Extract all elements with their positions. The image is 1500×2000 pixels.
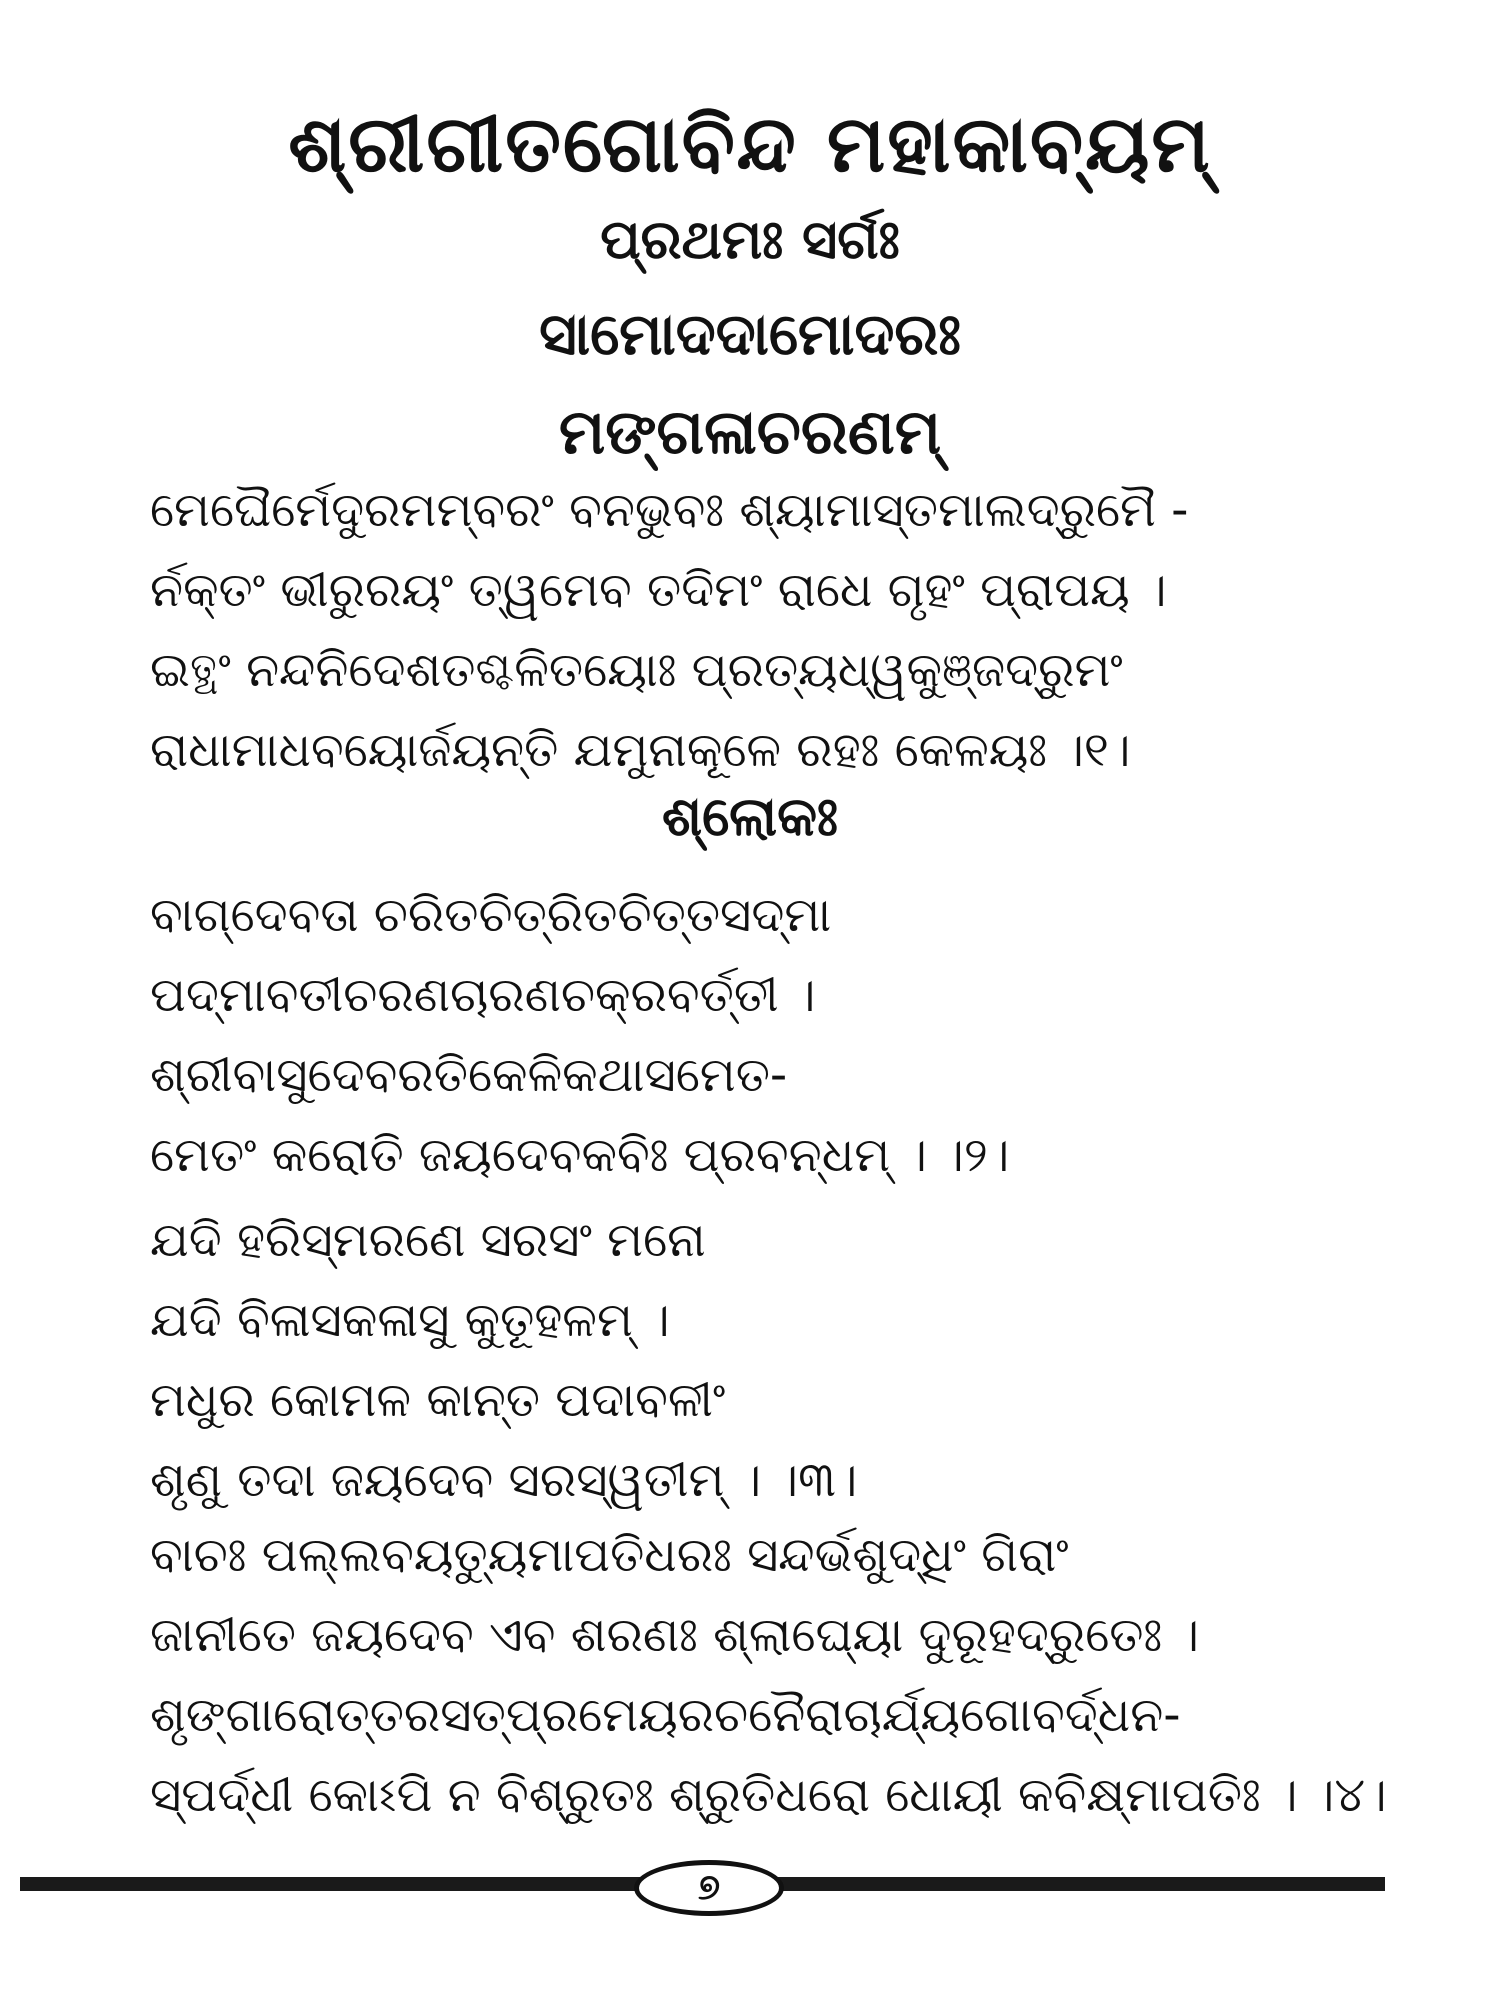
section-heading: ମଙ୍ଗଳାଚରଣମ୍ xyxy=(558,395,942,468)
verse-3 xyxy=(150,1200,1410,1520)
verse-line: ମେତଂ କରୋତି ଜୟଦେବକବିଃ ପ୍ରବନ୍ଧମ୍ । ।୨। xyxy=(150,1127,1010,1183)
verse-line: ଶୃଣୁ ତଦା ଜୟଦେବ ସରସ୍ୱତୀମ୍ । ।୩। xyxy=(150,1452,858,1508)
verse-line: ପଦ୍ମାବତୀଚରଣଚାରଣଚକ୍ରବର୍ତ୍ତୀ । xyxy=(150,967,816,1023)
verse-line: ଇତ୍ଥଂ ନନ୍ଦନିଦେଶତଶ୍ଚଳିତୟୋଃ ପ୍ରତ୍ୟଧ୍ୱକୁଞ୍ଜଦ୍ରୁମଂ xyxy=(150,642,1123,698)
verse-line: ବାଚଃ ପଲ୍ଲବୟତ୍ୟୁମାପତିଧରଃ ସନ୍ଦର୍ଭଶୁଦ୍ଧିଂ ଗିରାଂ xyxy=(150,1527,1069,1583)
verse-line: ଶୃଙ୍ଗାରୋତ୍ତରସତ୍‌ପ୍ରମେୟରଚନୈରାଚାର୍ଯ୍ୟଗୋବର୍ଦ୍ଧନ- xyxy=(150,1687,1181,1743)
verse-line: ରାଧାମାଧବୟୋର୍ଜୟନ୍ତି ଯମୁନାକୂଳେ ରହଃ କେଳୟଃ ।୧। xyxy=(150,722,1131,778)
sloka-heading: ଶ୍ଲୋକଃ xyxy=(661,785,839,848)
verse-2 xyxy=(150,875,1410,1195)
page-number: ୭ xyxy=(634,1860,784,1916)
canto-heading: ପ୍ରଥମଃ ସର୍ଗଃ xyxy=(600,208,900,271)
verse-1 xyxy=(150,470,1410,790)
verse-line: ଯଦି ବିଳାସକଳାସୁ କୁତୂହଳମ୍ । xyxy=(150,1292,670,1348)
verse-line: ମେଘୈର୍ମେଦୁରମମ୍ବରଂ ବନଭୁବଃ ଶ୍ୟାମାସ୍ତମାଲଦ୍ରୁମୈ - xyxy=(150,482,1189,538)
canto-name-heading: ସାମୋଦଦାମୋଦରଃ xyxy=(539,300,961,368)
page-title: ଶ୍ରୀଗୀତଗୋବିନ୍ଦ ମହାକାବ୍ୟମ୍ xyxy=(288,100,1212,190)
verse-line: ଶ୍ରୀବାସୁଦେବରତିକେଳିକଥାସମେତ- xyxy=(150,1047,788,1103)
verse-line: ମଧୁର କୋମଳ କାନ୍ତ ପଦାବଳୀଂ xyxy=(150,1372,726,1428)
verse-4 xyxy=(150,1515,1410,1835)
verse-line: ସ୍ପର୍ଦ୍ଧୀ କୋଽପି ନ ବିଶ୍ରୁତଃ ଶ୍ରୁତିଧରୋ ଧୋୟୀ କବିକ୍ଷ୍ମାପତିଃ । ।୪। xyxy=(150,1767,1387,1823)
verse-line: ଜାନୀତେ ଜୟଦେବ ଏବ ଶରଣଃ ଶ୍ଲାଘ୍ୟୋ ଦୁରୂହଦ୍ରୁତେଃ । xyxy=(150,1607,1200,1663)
verse-line: ବାଗ୍‌ଦେବତା ଚରିତଚିତ୍ରିତଚିତ୍ତସଦ୍ମା xyxy=(150,887,832,943)
verse-line: ଯଦି ହରିସ୍ମରଣେ ସରସଂ ମନୋ xyxy=(150,1212,706,1268)
verse-line: ର୍ନକ୍ତଂ ଭୀରୁରୟଂ ତ୍ୱମେବ ତଦିମଂ ରାଧେ ଗୃହଂ ପ୍ରାପୟ । xyxy=(150,562,1167,618)
